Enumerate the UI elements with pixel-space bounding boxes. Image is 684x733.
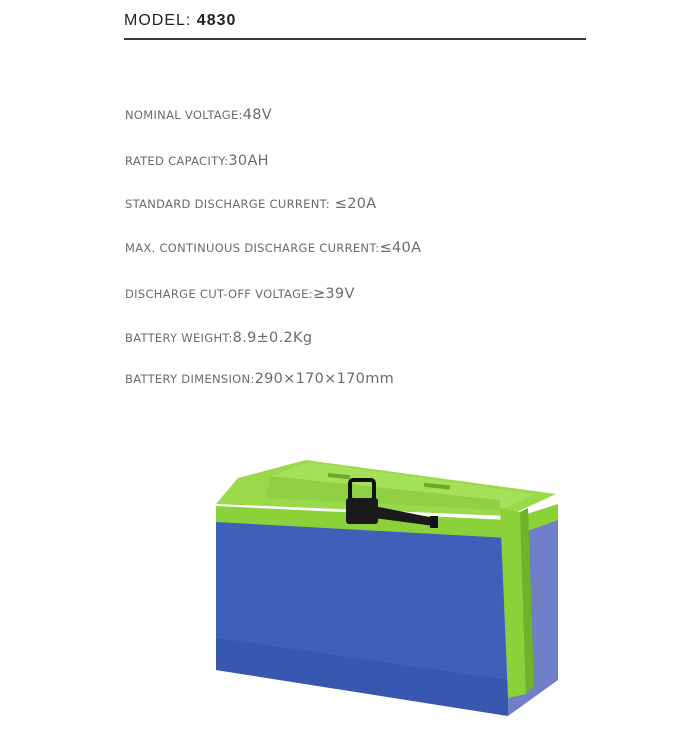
model-header bbox=[124, 8, 586, 40]
spec-label: DISCHARGE CUT-OFF VOLTAGE: bbox=[125, 287, 313, 301]
spec-label: NOMINAL VOLTAGE: bbox=[125, 108, 243, 122]
spec-max-continuous-discharge-current bbox=[125, 237, 421, 256]
spec-value: 290×170×170mm bbox=[254, 371, 395, 387]
spec-value: 30AH bbox=[228, 153, 269, 169]
spec-label: RATED CAPACITY: bbox=[125, 154, 229, 168]
spec-value: ≤40A bbox=[379, 240, 422, 256]
spec-value: ≥39V bbox=[312, 286, 355, 302]
model-value: 4830 bbox=[196, 12, 237, 29]
model-label: MODEL: bbox=[124, 12, 192, 29]
spec-rated-capacity bbox=[125, 150, 269, 169]
spec-label: BATTERY WEIGHT: bbox=[125, 331, 233, 345]
spec-nominal-voltage bbox=[125, 104, 272, 123]
spec-discharge-cutoff-voltage bbox=[125, 283, 355, 302]
spec-battery-weight bbox=[125, 327, 312, 346]
spec-standard-discharge-current bbox=[125, 193, 377, 212]
battery-product-image bbox=[208, 448, 568, 733]
spec-value: 48V bbox=[242, 107, 272, 123]
spec-label: MAX. CONTINUOUS DISCHARGE CURRENT: bbox=[125, 241, 380, 255]
spec-value: 8.9±0.2Kg bbox=[232, 330, 313, 346]
spec-value: ≤20A bbox=[329, 196, 377, 212]
spec-battery-dimension bbox=[125, 368, 394, 387]
spec-label: BATTERY DIMENSION: bbox=[125, 372, 255, 386]
spec-label: STANDARD DISCHARGE CURRENT: bbox=[125, 197, 330, 211]
model-title bbox=[124, 12, 236, 30]
battery-illustration bbox=[208, 448, 568, 728]
